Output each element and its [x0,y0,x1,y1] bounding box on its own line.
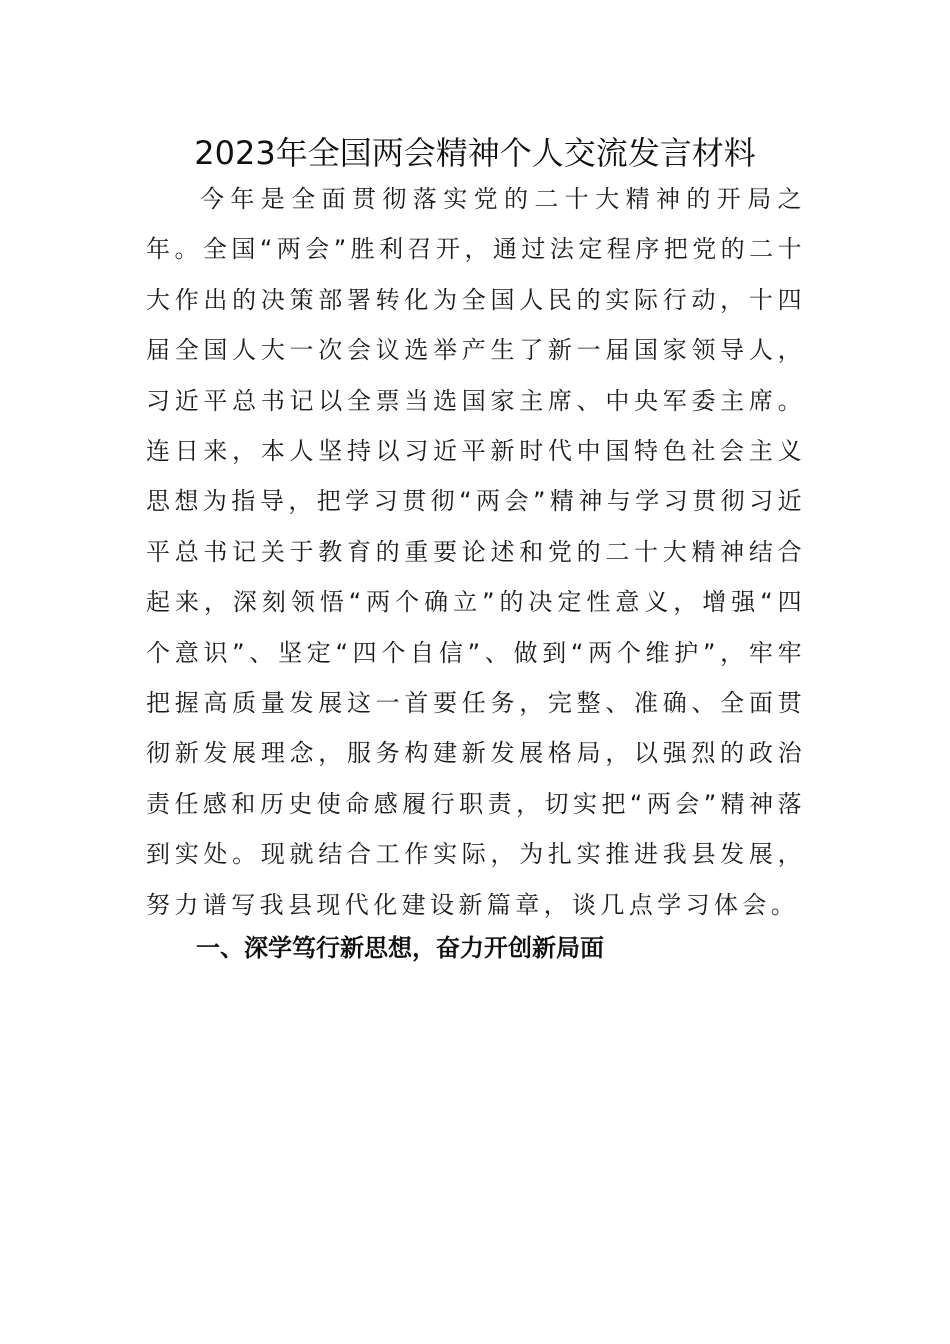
body-paragraph: 今年是全面贯彻落实党的二十大精神的开局之年。全国“两会”胜利召开，通过法定程序把党的二十大作出的决策部署转化为全国人民的实际行动，十四届全国人大一次会议选举产生了新一届国家领导人，习近平总书记以全票当选国家主席、中央军委主席。连日来，本人坚持以习近平新时代中国特色社会主义思想为指导，把学习贯彻“两会”精神与学习贯彻习近平总书记关于教育的重要论述和党的二十大精神结合起来，深刻领悟“两个确立”的决定性意义，增强“四个意识”、坚定“四个自信”、做到“两个维护”，牢牢把握高质量发展这一首要任务，完整、准确、全面贯彻新发展理念，服务构建新发展格局，以强烈的政治责任感和历史使命感履行职责，切实把“两会”精神落到实处。现就结合工作实际，为扎实推进我县发展，努力谱写我县现代化建设新篇章，谈几点学习体会。 [146,185,806,919]
document-title: 2023年全国两会精神个人交流发言材料 [194,134,756,172]
section-heading: 一、深学笃行新思想，奋力开创新局面 [196,934,604,962]
